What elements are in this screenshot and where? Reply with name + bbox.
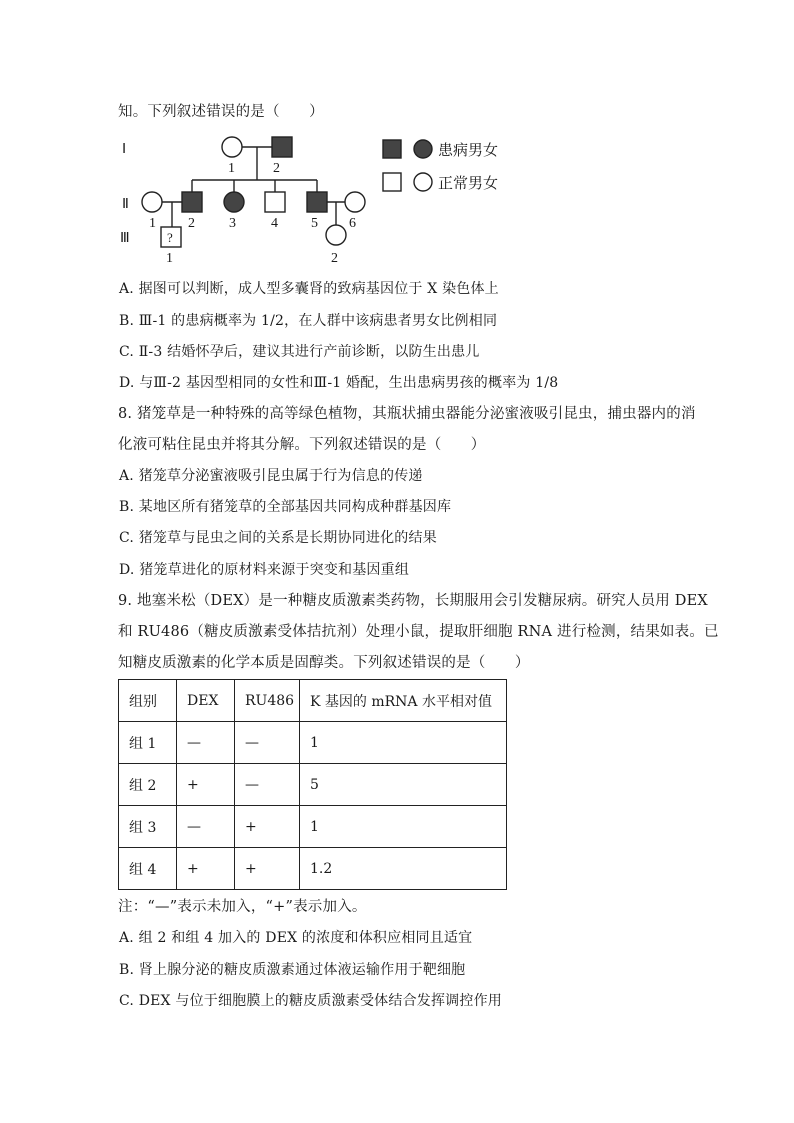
table-cell: 组 3 [119,806,177,848]
q8-option-b: B. 某地区所有猪笼草的全部基因共同构成种群基因库 [119,499,452,515]
q8-option-a: A. 猪笼草分泌蜜液吸引昆虫属于行为信息的传递 [119,468,423,484]
q7-option-a: A. 据图可以判断，成人型多囊肾的致病基因位于 X 染色体上 [119,281,499,297]
q9-stem-line-1: 9. 地塞米松（DEX）是一种糖皮质激素类药物，长期服用会引发糖尿病。研究人员用 DEX [118,593,708,609]
q9-stem-line-2: 和 RU486（糖皮质激素受体拮抗剂）处理小鼠，提取肝细胞 RNA 进行检测，结果如表。已 [118,624,719,640]
legend-affected-male-icon [383,140,401,158]
gen-label-II: Ⅱ [122,197,129,212]
gen-label-I: Ⅰ [122,142,127,157]
gen2-number-2: 2 [188,216,195,231]
gen1-female-1 [222,137,242,157]
gen3-unknown-mark: ? [167,230,173,245]
table-cell: — [177,806,235,848]
q9-table-note: 注：“—”表示未加入，“+”表示加入。 [118,899,367,915]
q7-option-b: B. Ⅲ-1 的患病概率为 1/2，在人群中该病患者男女比例相同 [119,313,498,329]
table-row [119,764,507,806]
q9-option-c: C. DEX 与位于细胞膜上的糖皮质激素受体结合发挥调控作用 [119,993,502,1009]
q8-stem-line-1: 8. 猪笼草是一种特殊的高等绿色植物，其瓶状捕虫器能分泌蜜液吸引昆虫，捕虫器内的消 [118,406,696,422]
table-cell: 1 [300,722,507,764]
gen2-male-4 [265,192,285,212]
results-table [118,679,507,890]
table-cell: + [235,848,300,890]
gen2-female-3 [224,192,244,212]
q8-option-c: C. 猪笼草与昆虫之间的关系是长期协同进化的结果 [119,530,437,546]
table-header-row [119,680,507,722]
table-header-cell: DEX [177,680,235,722]
gen2-male-5 [307,192,327,212]
table-cell: — [235,764,300,806]
gen2-male-2 [182,192,202,212]
pedigree-chart [118,128,548,270]
gen2-number-4: 4 [271,216,278,231]
table-row [119,848,507,890]
gen2-number-1: 1 [149,216,156,231]
table-cell: — [177,722,235,764]
gen2-number-6: 6 [349,216,356,231]
table-cell: + [235,806,300,848]
q7-option-c: C. Ⅱ-3 结婚怀孕后，建议其进行产前诊断，以防生出患儿 [119,344,480,360]
q9-option-a: A. 组 2 和组 4 加入的 DEX 的浓度和体积应相同且适宜 [119,930,473,946]
gen2-female-1 [142,192,162,212]
q7-option-d: D. 与Ⅲ-2 基因型相同的女性和Ⅲ-1 婚配，生出患病男孩的概率为 1/8 [119,375,559,391]
table-cell: 组 1 [119,722,177,764]
gen1-male-2 [272,137,292,157]
table-cell: + [177,848,235,890]
gen3-female-2 [326,225,346,245]
q8-stem-line-2: 化液可粘住昆虫并将其分解。下列叙述错误的是（ ） [118,437,486,453]
table-cell: 1 [300,806,507,848]
table-cell: + [177,764,235,806]
table-cell: — [235,722,300,764]
q9-stem-line-3: 知糖皮质激素的化学本质是固醇类。下列叙述错误的是（ ） [118,655,530,671]
table-header-cell: 组别 [119,680,177,722]
table-header-cell: RU486 [235,680,300,722]
gen2-number-5: 5 [311,216,318,231]
q9-option-b: B. 肾上腺分泌的糖皮质激素通过体液运输作用于靶细胞 [119,962,466,978]
legend-normal-label: 正常男女 [438,174,499,192]
pedigree-legend [383,140,432,191]
table-cell: 组 2 [119,764,177,806]
legend-normal-female-icon [414,173,432,191]
legend-affected-label: 患病男女 [438,141,499,159]
gen2-female-6 [345,192,365,212]
gen3-number-2: 2 [331,251,338,266]
gen2-number-3: 3 [229,216,236,231]
gen1-number-1: 1 [228,161,235,176]
legend-normal-male-icon [383,173,401,191]
table-header-cell: K 基因的 mRNA 水平相对值 [300,680,507,722]
gen3-number-1: 1 [166,251,173,266]
q8-option-d: D. 猪笼草进化的原材料来源于突变和基因重组 [119,562,410,578]
legend-affected-female-icon [414,140,432,158]
table-row [119,722,507,764]
gen-label-III: Ⅲ [120,231,130,246]
gen1-number-2: 2 [273,161,280,176]
table-cell: 5 [300,764,507,806]
table-cell: 组 4 [119,848,177,890]
q7-stem-end: 知。下列叙述错误的是（ ） [118,104,324,120]
table-row [119,806,507,848]
table-cell: 1.2 [300,848,507,890]
